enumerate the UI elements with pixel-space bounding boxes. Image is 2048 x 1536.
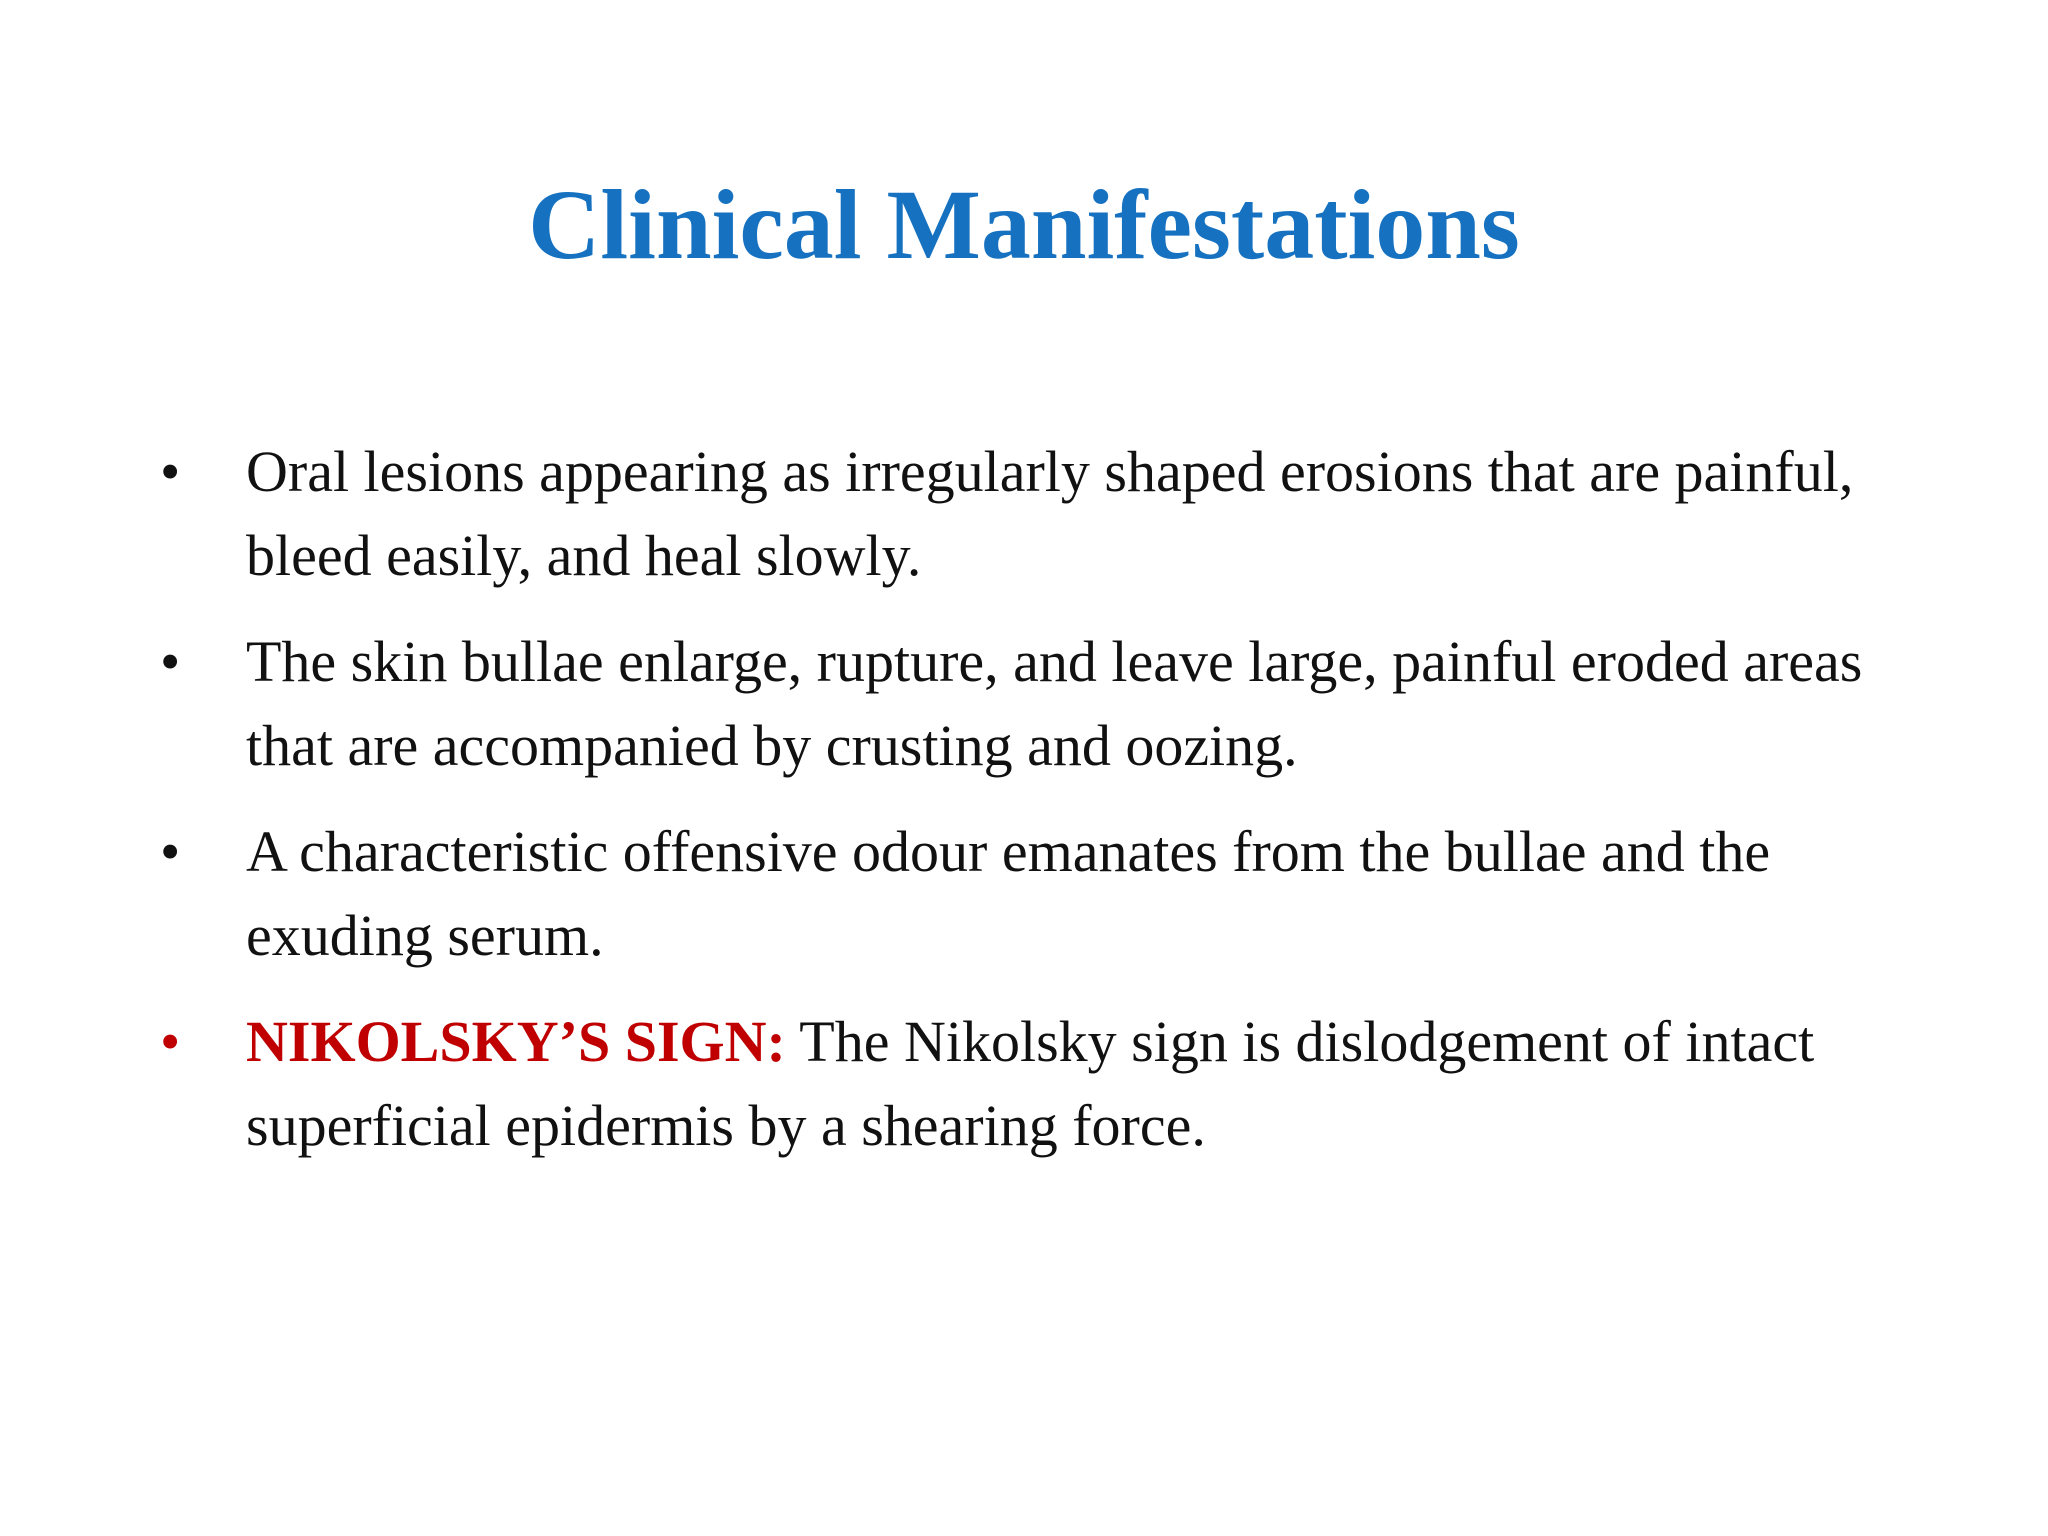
bullet-dot-icon: • — [160, 1009, 181, 1074]
bullet-dot-icon: • — [160, 629, 181, 694]
bullet-list — [160, 430, 1920, 1190]
bullet-text: Oral lesions appearing as irregularly shaped erosions that are painful, bleed easily, and heal slowly. — [246, 439, 1854, 588]
bullet-item-nikolsky-sign — [160, 1000, 1920, 1168]
slide-title: Clinical Manifestations — [528, 169, 1520, 280]
bullet-item-odour — [160, 810, 1920, 978]
bullet-item-skin-bullae — [160, 620, 1920, 788]
bullet-lead-label: NIKOLSKY’S SIGN: — [246, 1009, 786, 1074]
bullet-dot-icon: • — [160, 819, 181, 884]
bullet-text: The Nikolsky sign is dislodgement of intact superficial epidermis by a shearing force. — [246, 1009, 1815, 1158]
bullet-text: A characteristic offensive odour emanates from the bullae and the exuding serum. — [246, 819, 1771, 968]
bullet-item-oral-lesions — [160, 430, 1920, 598]
bullet-dot-icon: • — [160, 439, 181, 504]
bullet-text: The skin bullae enlarge, rupture, and leave large, painful eroded areas that are accompanied by crusting and oozing. — [246, 629, 1863, 778]
